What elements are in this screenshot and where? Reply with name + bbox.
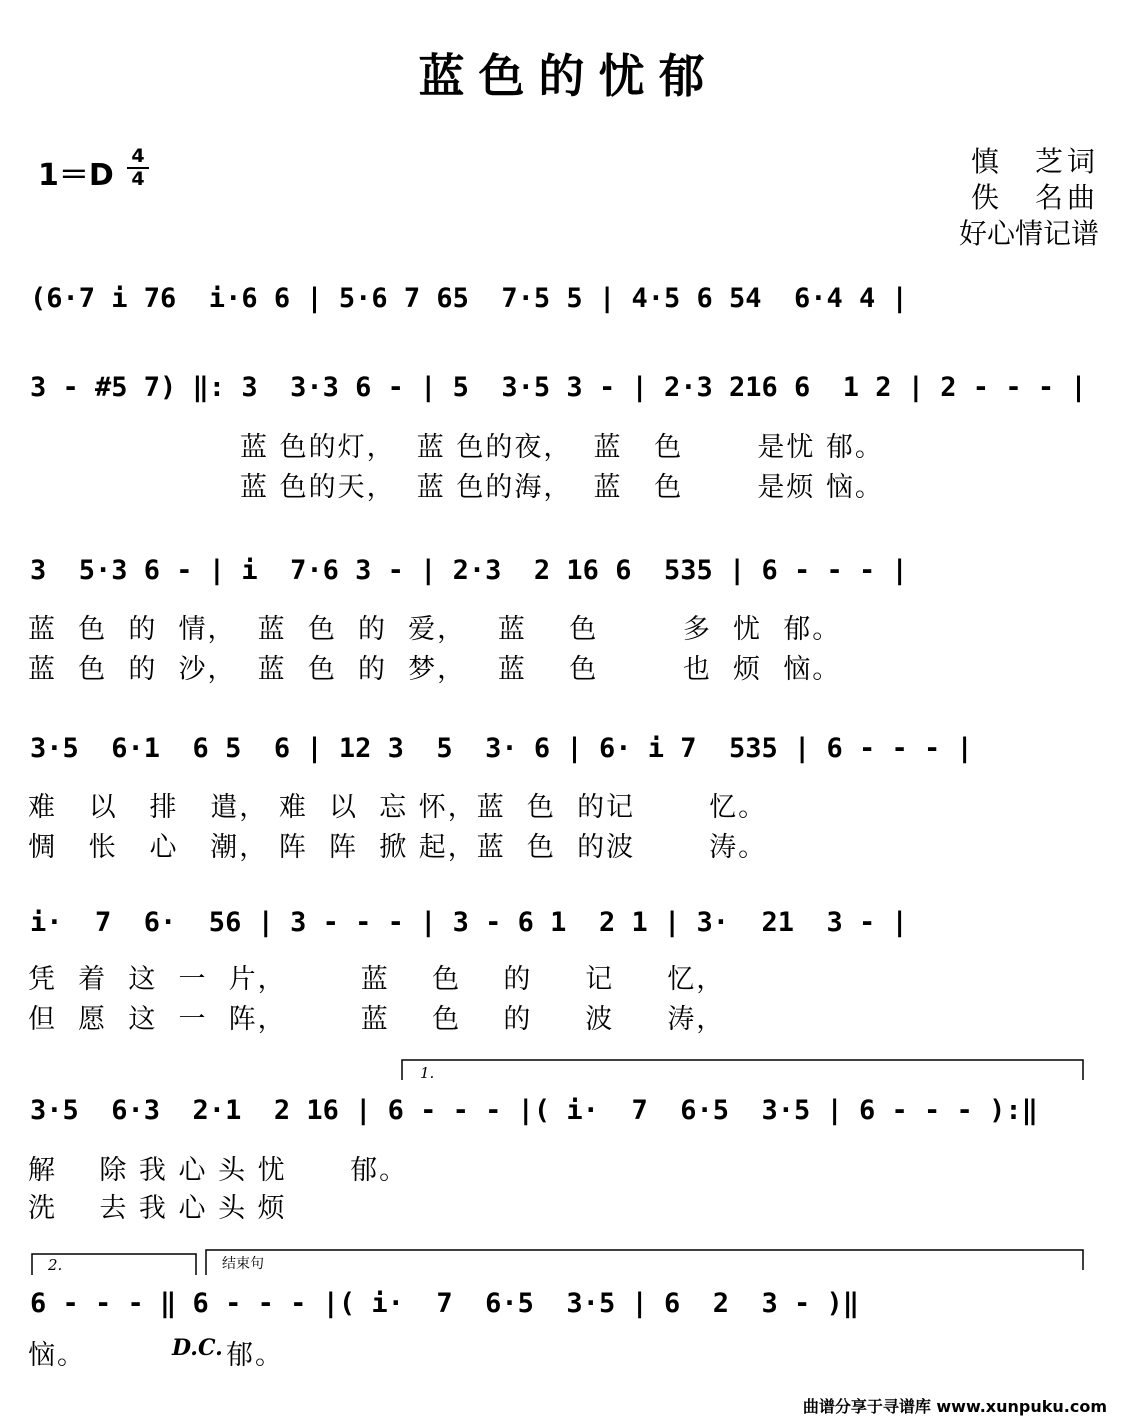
score-line-6: 3·5 6·3 2·1 2 16 | 6 - - - |( i· 7 6·5 3·5 | 6 - - - ):‖ xyxy=(30,1095,1038,1126)
lyric-line-6-verse-2: 洗 去 我 心 头 烦 xyxy=(28,1193,287,1224)
score-line-7: 6 - - - ‖ 6 - - - |( i· 7 6·5 3·5 | 6 2 3 - )‖ xyxy=(30,1288,860,1319)
lyric-line-2-verse-1: 蓝 色的灯， 蓝 色的夜， 蓝 色 是忧 郁。 xyxy=(240,432,884,463)
composer-credit: 佚 名曲 xyxy=(970,181,1099,214)
lyric-line-3-verse-2: 蓝 色 的 沙， 蓝 色 的 梦， 蓝 色 也 烦 恼。 xyxy=(28,654,842,685)
lyric-line-3-verse-1: 蓝 色 的 情， 蓝 色 的 爱， 蓝 色 多 忧 郁。 xyxy=(28,614,842,645)
score-line-3: 3 5·3 6 - | i 7·6 3 - | 2·3 2 16 6 535 | 6 - - - | xyxy=(30,555,908,586)
score-line-5: i· 7 6· 56 | 3 - - - | 3 - 6 1 2 1 | 3· 21 3 - | xyxy=(30,907,908,938)
dc-marking: D.C. xyxy=(172,1335,223,1361)
score-line-1: (6·7 i 76 i·6 6 | 5·6 7 65 7·5 5 | 4·5 6 54 6·4 4 | xyxy=(30,283,908,314)
lyric-line-5-verse-2: 但 愿 这 一 阵， 蓝 色 的 波 涛， xyxy=(28,1004,726,1035)
ending-label: 结束句 xyxy=(222,1256,264,1272)
transcriber-credit: 好心情记谱 xyxy=(958,217,1099,250)
volta-2-bracket xyxy=(32,1254,196,1275)
ending-bracket xyxy=(206,1250,1083,1275)
key-signature: 1＝D xyxy=(38,158,114,193)
dc-lyric: 郁。 xyxy=(226,1340,284,1371)
lyric-line-4-verse-2: 惆 怅 心 潮， 阵 阵 掀 起，蓝 色 的波 涛。 xyxy=(28,832,768,863)
lyric-line-7: 恼。 xyxy=(28,1340,86,1371)
lyricist-credit: 慎 芝词 xyxy=(970,145,1099,178)
score-line-2: 3 - #5 7) ‖: 3 3·3 6 - | 5 3·5 3 - | 2·3 216 6 1 2 | 2 - - - | xyxy=(30,372,1087,403)
song-title: 蓝色的忧郁 xyxy=(418,49,719,103)
score-line-4: 3·5 6·1 6 5 6 | 12 3 5 3· 6 | 6· i 7 535 | 6 - - - | xyxy=(30,733,973,764)
lyric-line-5-verse-1: 凭 着 这 一 片， 蓝 色 的 记 忆， xyxy=(28,964,726,995)
time-sig-bottom: 4 xyxy=(131,168,145,190)
volta-1-label: 1. xyxy=(420,1064,435,1082)
time-sig-top: 4 xyxy=(131,145,145,167)
lyric-line-4-verse-1: 难 以 排 遣， 难 以 忘 怀，蓝 色 的记 忆。 xyxy=(28,792,768,823)
lyric-line-2-verse-2: 蓝 色的天， 蓝 色的海， 蓝 色 是烦 恼。 xyxy=(240,472,884,503)
volta-2-label: 2. xyxy=(48,1256,63,1274)
lyric-line-6-verse-1: 解 除 我 心 头 忧 郁。 xyxy=(28,1155,409,1186)
footer-credit: 曲谱分享于寻谱库 www.xunpuku.com xyxy=(802,1397,1107,1416)
volta-1-bracket xyxy=(402,1060,1083,1080)
